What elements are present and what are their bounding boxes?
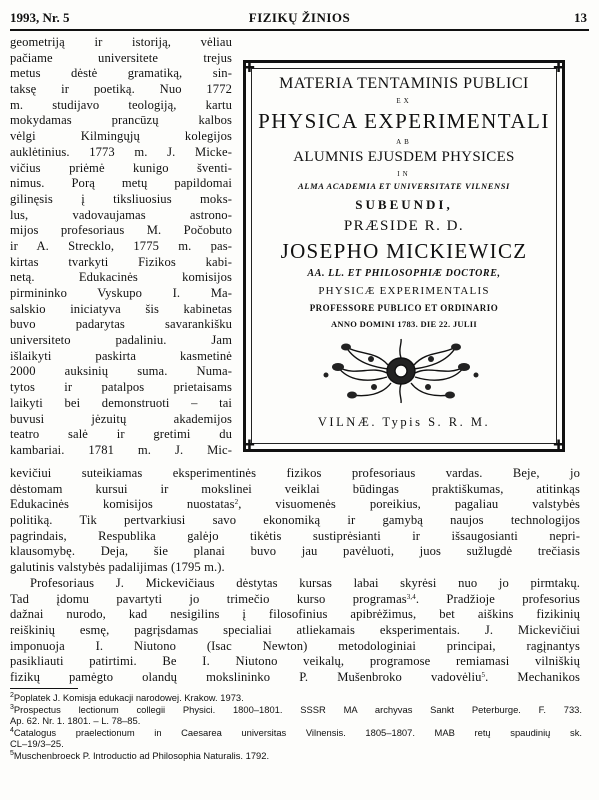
text-line: kevičiui suteikiamas eksperimentinės fizikos profesoriaus vardas. Beje, jo xyxy=(10,466,580,480)
footnote xyxy=(10,692,582,704)
footnote-number: 5 xyxy=(10,749,14,757)
text-line: Profesoriaus J. Mickevičiaus dėstytas kursas labai skyrėsi nuo jo pirmtakų. xyxy=(30,575,580,590)
footnote-marker: 5 xyxy=(481,670,486,679)
text-line: kirtas tvarkyti Fizikos kabi- xyxy=(10,254,232,269)
text-line: Edukacinės komisijos nuostatas$^2$, visuomenės poreikius, pagaliau valstybės xyxy=(10,497,580,512)
journal-title: FIZIKŲ ŽINIOS xyxy=(248,10,351,25)
text-line: politiką. Tik pertvarkiusi savo ekonomiką ir gamybą naujos technologijos xyxy=(10,513,580,528)
corner-ornament-icon: ✚ xyxy=(244,60,255,75)
tp-line-3: PHYSICA EXPERIMENTALI xyxy=(258,109,550,133)
text-line: kambariai. 1781 m. J. Mic- xyxy=(10,442,232,457)
tp-line-7: ALMA ACADEMIA ET UNIVERSITATE VILNENSI xyxy=(298,181,510,191)
title-page-image xyxy=(243,60,565,452)
text-line: buvo padarytas savarankišku xyxy=(10,317,232,332)
text-line: buvusi jėzuitų akademijos xyxy=(10,411,232,426)
text-line: vičius priėmė kunigo šventi- xyxy=(10,160,232,175)
text-line: tytos ir patalpos prietaisams xyxy=(10,380,232,395)
full-width-text xyxy=(10,466,580,686)
text-line: m. studijavo teologiją, kartu xyxy=(10,97,232,112)
header-rule xyxy=(10,29,589,31)
text-line: galutinis valstybės padalijimas (1795 m.). xyxy=(10,560,225,575)
text-line: nimus. Porą metų papildomai xyxy=(10,176,232,191)
text-line: geometriją ir istoriją, vėliau xyxy=(10,35,232,49)
tp-line-13: PROFESSORE PUBLICO ET ORDINARIO xyxy=(309,303,499,313)
text-line: dažnai nurodo, kad nesigilins į filosofinius apibrėžimus, bet aiškins fizikinių xyxy=(10,607,580,622)
tp-line-8: SUBEUNDI, xyxy=(355,197,453,212)
text-line: dėstomam kursui ir mokslinei veiklai būdingas praktiškumas, atitinkąs xyxy=(10,481,580,496)
corner-ornament-icon: ✚ xyxy=(553,60,564,75)
footnote-text: Ap. 62. Nr. 1. 1801. – L. 78–85. xyxy=(10,715,141,727)
text-line: išlaikyti paskirta kasmetinė xyxy=(10,348,232,363)
text-line: mijos profesoriaus M. Počobuto xyxy=(10,223,232,238)
issue-label: 1993, Nr. 5 xyxy=(10,10,70,25)
text-line: lus, vadovaujamas astrono- xyxy=(10,207,232,222)
text-line: ir A. Strecklo, 1775 m. pas- xyxy=(10,238,232,253)
tp-line-1: MATERIA TENTAMINIS PUBLICI xyxy=(279,75,529,92)
text-line: Tad įdomu pavartyti jo trimečio kurso programas$^{3,4}$. Pradžioje profesorius xyxy=(10,591,580,606)
text-line: pagrindais, Respublika galėjo tikėtis sustiprėsianti ir išsaugosianti nepri- xyxy=(10,528,580,543)
text-line: fizikų pamėgto olandų mokslininko P. Mušenbroko vadovėliu$^5$. Mechanikos xyxy=(10,669,580,684)
tp-line-14: ANNO DOMINI 1783. DIE 22. JULII xyxy=(330,319,478,329)
footnote-number: 4 xyxy=(10,726,14,734)
tp-line-10: JOSEPHO MICKIEWICZ xyxy=(280,239,528,263)
tp-line-9: PRÆSIDE R. D. xyxy=(343,218,465,234)
tp-line-4: AB xyxy=(396,138,412,146)
text-line: pačiame universitete trejus xyxy=(10,50,232,65)
footnotes xyxy=(10,692,582,762)
text-line: laikyti bei demonstruoti – tai xyxy=(10,395,232,410)
footnote xyxy=(10,727,582,739)
tp-imprint: VILNÆ. Typis S. R. M. xyxy=(317,415,491,429)
text-line: pirmininko Vyskupo I. Ma- xyxy=(10,286,232,300)
text-line: taksę ir poetiką. Nuo 1772 xyxy=(10,82,232,97)
footnote xyxy=(10,704,582,716)
footnote-marker: 2 xyxy=(234,498,239,507)
footnote xyxy=(10,750,582,762)
footnote-number: 2 xyxy=(10,692,14,699)
text-line: teatro salė ir gretimi du xyxy=(10,427,232,442)
text-line: mokydamas prancūzų kalbos xyxy=(10,113,232,128)
text-line: gilinęsis į tiksliuosius moks- xyxy=(10,191,232,206)
text-line: reiškinių esmę, pagrįsdamas specialiai atliekamais eksperimentais. J. Mickevičiui xyxy=(10,622,580,637)
text-line: klausomybę. Deja, šie planai buvo jau pavėluoti, juos sužlugdė trečiasis xyxy=(10,544,580,559)
tp-line-11: AA. LL. ET PHILOSOPHIÆ DOCTORE, xyxy=(307,268,501,279)
text-line: 2000 auksinių suma. Numa- xyxy=(10,364,232,379)
floral-ornament-icon xyxy=(316,337,486,405)
corner-ornament-icon: ✚ xyxy=(244,437,255,452)
text-line: auklėtinius. 1773 m. J. Micke- xyxy=(10,144,232,159)
text-line: salskio iniciatyva šis kabinetas xyxy=(10,301,232,316)
text-line: vėlgi Kilmingųjų kolegijos xyxy=(10,129,232,144)
footnote-rule xyxy=(10,688,78,689)
corner-ornament-icon: ✚ xyxy=(553,437,564,452)
narrow-column-text xyxy=(10,35,232,459)
text-line: netą. Edukacinės komisijos xyxy=(10,270,232,285)
text-line: metus dėstė gramatiką, sin- xyxy=(10,66,232,81)
tp-line-6: IN xyxy=(397,170,411,178)
footnote xyxy=(10,715,582,727)
footnote-text: CL–19/3–25. xyxy=(10,738,64,750)
footnote-text: Muschenbroeck P. Introductio ad Philosophia Naturalis. 1792. xyxy=(13,749,270,761)
footnote-text: Prospectus lectionum collegii Physici. 1800–1801. SSSR MA archyvas Sankt Peterburge. F. 733. xyxy=(13,703,582,715)
footnote-text: Poplatek J. Komisja edukacji narodowej. Krakow. 1973. xyxy=(13,692,244,703)
footnote-number: 3 xyxy=(10,703,14,711)
text-line: universiteto padaliniu. Jam xyxy=(10,333,232,348)
text-line: imponuoja I. Niutono (Isac Newton) metodologiniai principai, ragįnantys xyxy=(10,638,580,653)
footnote-text: Catalogus praelectionum in Caesarea universitas Vilnensis. 1805–1807. MAB retų spaudinių sk. xyxy=(13,726,582,738)
text-line: pasikliauti patirtimi. Be I. Niutono veikalų, programose remiamasi vilniškių xyxy=(10,654,580,669)
footnote xyxy=(10,738,582,750)
tp-line-12: PHYSICÆ EXPERIMENTALIS xyxy=(318,285,490,297)
footnote-marker: 3,4 xyxy=(406,592,416,601)
tp-line-2: EX xyxy=(396,97,412,105)
page-header xyxy=(10,10,589,28)
page-number: 13 xyxy=(574,10,587,25)
tp-line-5: ALUMNIS EJUSDEM PHYSICES xyxy=(293,149,515,165)
